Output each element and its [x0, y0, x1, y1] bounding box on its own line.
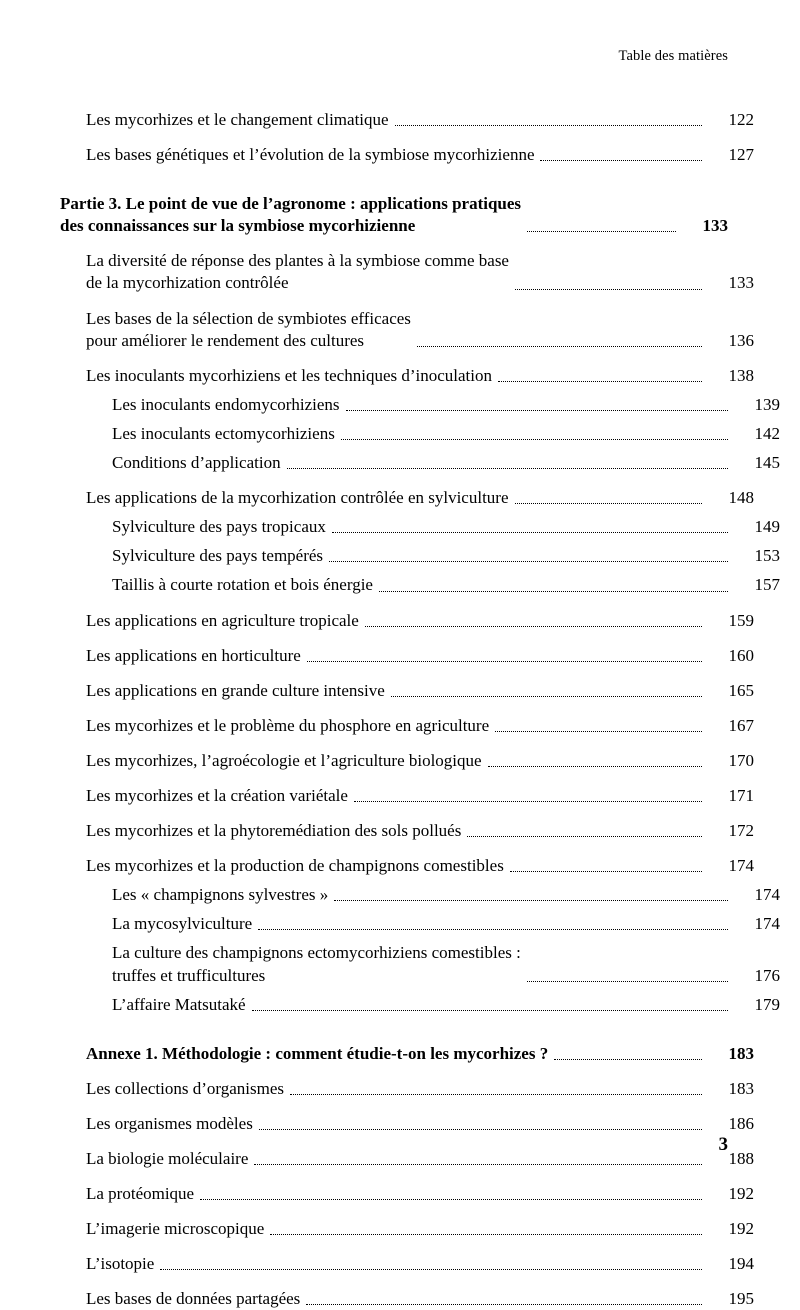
- toc-leader-dots: [341, 439, 728, 440]
- toc-leader-dots: [391, 696, 702, 697]
- toc-entry[interactable]: [60, 1288, 754, 1310]
- toc-entry-label: Les mycorhizes et le problème du phosphore en agriculture: [86, 715, 490, 735]
- toc-entry[interactable]: [60, 545, 780, 567]
- toc-leader-dots: [252, 1010, 728, 1011]
- toc-leader-dots: [329, 561, 728, 562]
- toc-entry-page: 183: [728, 1078, 754, 1098]
- toc-entry-label: Les mycorhizes et la phytoremédiation des sols pollués: [86, 821, 462, 841]
- toc-entry-page: 160: [728, 645, 754, 665]
- toc-entry[interactable]: [60, 994, 780, 1016]
- toc-leader-dots: [346, 410, 728, 411]
- toc-leader-dots: [160, 1269, 702, 1270]
- toc-leader-dots: [334, 900, 728, 901]
- toc-entry-page: 133: [702, 216, 728, 236]
- toc-entry-page: 159: [728, 610, 754, 630]
- toc-entry-label: L’isotopie: [86, 1254, 155, 1274]
- toc-leader-dots: [515, 289, 702, 290]
- toc-entry-label: Les bases de données partagées: [86, 1289, 301, 1309]
- toc-entry-label: La diversité de réponse des plantes à la symbiose comme base de la mycorhization contrôlée: [86, 251, 509, 293]
- toc-entry-page: 149: [754, 517, 780, 537]
- toc-entry[interactable]: [60, 193, 728, 237]
- toc-entry-label: Partie 3. Le point de vue de l’agronome : applications pratiques des connaissances sur la symbiose mycorhizienne: [60, 194, 522, 236]
- toc-leader-dots: [527, 981, 728, 982]
- toc-entry-label: La protéomique: [86, 1184, 195, 1204]
- toc-entry-label: L’imagerie microscopique: [86, 1219, 265, 1239]
- toc-entry-page: 153: [754, 546, 780, 566]
- toc-entry-page: 127: [728, 145, 754, 165]
- toc-entry-label: Les applications de la mycorhization contrôlée en sylviculture: [86, 488, 509, 508]
- toc-leader-dots: [540, 160, 702, 161]
- toc-entry-page: 148: [728, 488, 754, 508]
- toc-leader-dots: [488, 766, 702, 767]
- toc-entry-label: La culture des champignons ectomycorhiziens comestibles : truffes et trufficultures: [112, 943, 521, 985]
- table-of-contents: [60, 109, 780, 1310]
- toc-leader-dots: [515, 503, 703, 504]
- toc-entry[interactable]: [60, 1113, 754, 1135]
- toc-entry-page: 139: [754, 394, 780, 414]
- toc-entry-label: Les bases de la sélection de symbiotes efficaces pour améliorer le rendement des cultures: [86, 308, 411, 350]
- toc-leader-dots: [307, 661, 702, 662]
- toc-entry-page: 136: [728, 330, 754, 350]
- toc-leader-dots: [270, 1234, 702, 1235]
- toc-entry-page: 142: [754, 423, 780, 443]
- toc-entry-label: Les applications en grande culture intensive: [86, 680, 385, 700]
- toc-entry-page: 172: [728, 821, 754, 841]
- toc-entry[interactable]: [60, 1253, 754, 1275]
- toc-entry-label: Les inoculants endomycorhiziens: [112, 394, 340, 414]
- page-number: 3: [718, 1134, 728, 1155]
- toc-entry[interactable]: [60, 750, 754, 772]
- toc-entry-label: La biologie moléculaire: [86, 1149, 249, 1168]
- toc-entry[interactable]: [60, 1148, 754, 1170]
- toc-entry[interactable]: [60, 487, 754, 509]
- toc-entry-label: La mycosylviculture: [112, 914, 253, 934]
- toc-entry[interactable]: [60, 574, 780, 596]
- toc-entry-page: 133: [728, 273, 754, 293]
- toc-entry-label: Les organismes modèles: [86, 1113, 253, 1133]
- toc-entry-label: Les applications en agriculture tropicale: [86, 610, 359, 630]
- toc-entry[interactable]: [60, 365, 754, 387]
- toc-leader-dots: [365, 626, 702, 627]
- toc-entry[interactable]: [60, 820, 754, 842]
- toc-entry[interactable]: [60, 1078, 754, 1100]
- toc-entry-page: 167: [728, 715, 754, 735]
- toc-entry-page: 188: [728, 1149, 754, 1168]
- toc-entry-label: L’affaire Matsutaké: [112, 994, 246, 1014]
- toc-entry-label: Les mycorhizes et le changement climatique: [86, 110, 389, 129]
- toc-entry[interactable]: [60, 680, 754, 702]
- toc-entry[interactable]: [60, 1183, 754, 1205]
- toc-entry-page: 170: [728, 750, 754, 770]
- toc-entry-label: Conditions d’application: [112, 453, 281, 473]
- toc-entry[interactable]: [60, 1218, 754, 1240]
- toc-entry-page: 165: [728, 680, 754, 700]
- toc-entry[interactable]: [60, 423, 780, 445]
- toc-entry[interactable]: [60, 109, 754, 131]
- toc-leader-dots: [495, 731, 702, 732]
- toc-entry[interactable]: [60, 144, 754, 166]
- toc-entry[interactable]: [60, 715, 754, 737]
- toc-leader-dots: [467, 836, 702, 837]
- toc-entry-page: 194: [728, 1254, 754, 1274]
- toc-entry-page: 179: [754, 994, 780, 1014]
- toc-entry-label: Sylviculture des pays tropicaux: [112, 517, 326, 537]
- toc-entry-page: 192: [728, 1219, 754, 1239]
- toc-entry-label: Les mycorhizes et la production de champignons comestibles: [86, 856, 504, 876]
- toc-entry-page: 174: [754, 885, 780, 905]
- toc-leader-dots: [290, 1094, 702, 1095]
- toc-leader-dots: [258, 929, 728, 930]
- toc-leader-dots: [527, 231, 676, 232]
- toc-entry-label: Les collections d’organismes: [86, 1078, 284, 1098]
- running-head: Table des matières: [618, 48, 728, 64]
- toc-entry-page: 145: [754, 453, 780, 473]
- toc-entry[interactable]: [60, 785, 754, 807]
- toc-entry[interactable]: [60, 452, 780, 474]
- toc-entry[interactable]: [60, 942, 780, 986]
- toc-leader-dots: [510, 871, 702, 872]
- toc-leader-dots: [332, 532, 728, 533]
- toc-entry-page: 192: [728, 1184, 754, 1204]
- toc-entry[interactable]: [60, 516, 780, 538]
- toc-entry[interactable]: [60, 1043, 754, 1065]
- toc-entry-page: 176: [754, 965, 780, 985]
- toc-entry[interactable]: [60, 308, 754, 352]
- toc-entry[interactable]: [60, 913, 780, 935]
- toc-entry-label: Les « champignons sylvestres »: [112, 885, 329, 905]
- toc-entry-page: 174: [728, 856, 754, 876]
- toc-leader-dots: [354, 801, 702, 802]
- toc-entry[interactable]: [60, 250, 754, 294]
- toc-entry-page: 138: [728, 365, 754, 385]
- toc-leader-dots: [306, 1304, 702, 1305]
- toc-leader-dots: [417, 346, 702, 347]
- toc-entry-label: Les inoculants ectomycorhiziens: [112, 423, 335, 443]
- toc-entry[interactable]: [60, 394, 780, 416]
- toc-entry-page: 122: [728, 110, 754, 129]
- toc-entry-page: 186: [728, 1113, 754, 1133]
- toc-entry[interactable]: [60, 884, 780, 906]
- toc-entry[interactable]: [60, 645, 754, 667]
- toc-leader-dots: [395, 125, 702, 126]
- toc-leader-dots: [287, 468, 728, 469]
- toc-entry[interactable]: [60, 610, 754, 632]
- toc-entry-label: Les mycorhizes et la création variétale: [86, 785, 348, 805]
- toc-entry-page: 157: [754, 575, 780, 595]
- toc-leader-dots: [379, 591, 728, 592]
- toc-leader-dots: [254, 1164, 702, 1165]
- toc-entry-label: Sylviculture des pays tempérés: [112, 546, 324, 566]
- toc-entry-label: Annexe 1. Méthodologie : comment étudie-t-on les mycorhizes ?: [86, 1043, 549, 1063]
- toc-leader-dots: [554, 1059, 702, 1060]
- toc-leader-dots: [498, 381, 702, 382]
- toc-entry-label: Les inoculants mycorhiziens et les techniques d’inoculation: [86, 365, 492, 385]
- toc-entry-label: Les applications en horticulture: [86, 645, 301, 665]
- toc-entry-label: Les bases génétiques et l’évolution de la symbiose mycorhizienne: [86, 145, 535, 165]
- toc-entry[interactable]: [60, 855, 754, 877]
- toc-entry-page: 174: [754, 914, 780, 934]
- toc-entry-page: 171: [728, 785, 754, 805]
- toc-entry-page: 195: [728, 1289, 754, 1309]
- toc-entry-page: 183: [728, 1043, 754, 1063]
- toc-entry-label: Taillis à courte rotation et bois énergie: [112, 575, 373, 595]
- toc-entry-label: Les mycorhizes, l’agroécologie et l’agriculture biologique: [86, 750, 482, 770]
- toc-leader-dots: [259, 1129, 702, 1130]
